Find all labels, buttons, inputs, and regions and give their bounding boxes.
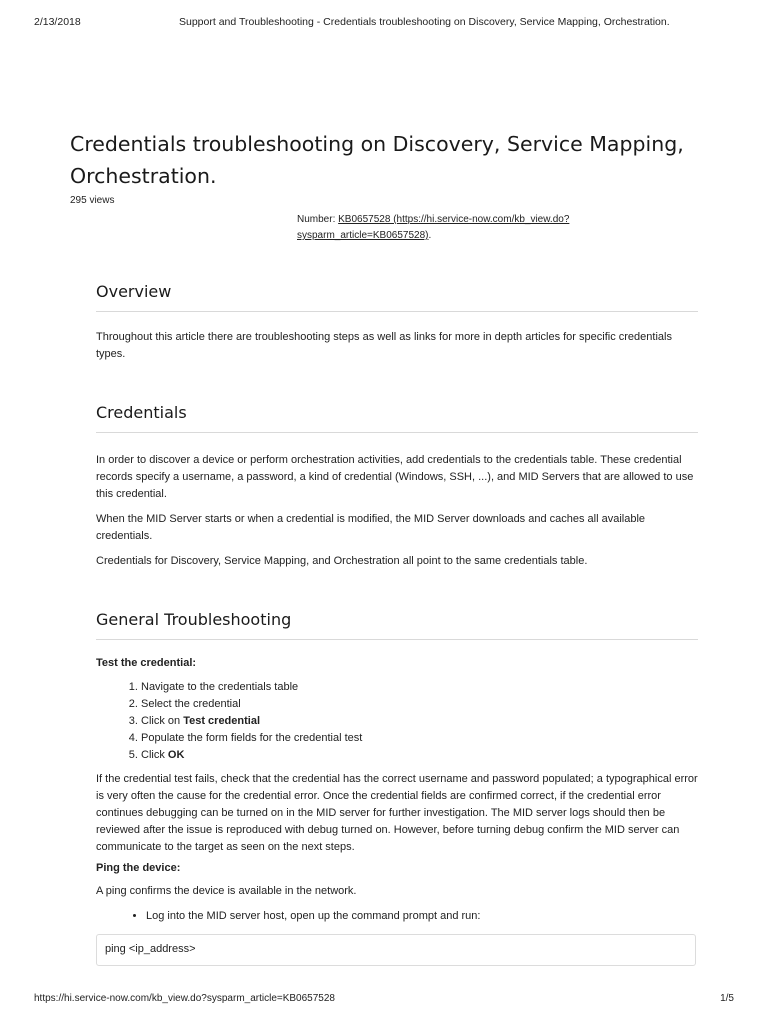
step-item: 5. Click OK [141, 747, 362, 764]
section-heading-credentials: Credentials [96, 403, 698, 433]
print-date: 2/13/2018 [34, 16, 81, 28]
article-title-line1: Credentials troubleshooting on Discovery, Service Mapping, [70, 132, 684, 156]
credentials-paragraph-3: Credentials for Discovery, Service Mapping, and Orchestration all point to the same credentials table. [96, 555, 588, 567]
article-number-link[interactable]: KB0657528 (https://hi.service-now.com/kb_view.do? sysparm_article=KB0657528) [297, 214, 570, 241]
view-count: 295 views [70, 195, 115, 206]
section-heading-general-troubleshooting: General Troubleshooting [96, 610, 698, 640]
ping-device-label: Ping the device: [96, 862, 181, 874]
step-item: 1. Navigate to the credentials table [141, 679, 362, 696]
test-credential-label: Test the credential: [96, 657, 197, 669]
step-item: 2. Select the credential [141, 696, 362, 713]
ping-instructions [96, 908, 480, 925]
ping-device-text: A ping confirms the device is available in the network. [96, 885, 357, 897]
article-title-line2: Orchestration. [70, 164, 217, 188]
credentials-paragraph-2: When the MID Server starts or when a credential is modified, the MID Server downloads and caches all available credentials. [96, 513, 646, 542]
print-doc-title: Support and Troubleshooting - Credentials troubleshooting on Discovery, Service Mapping, Orchestration. [179, 16, 670, 28]
article-title [70, 128, 710, 192]
article-number: Number: KB0657528 (https://hi.service-now.com/kb_view.do? sysparm_article=KB0657528). [297, 214, 570, 241]
section-heading-overview: Overview [96, 282, 698, 312]
test-credential-steps [96, 679, 362, 764]
print-footer-url: https://hi.service-now.com/kb_view.do?sysparm_article=KB0657528 [34, 993, 335, 1004]
step-item: 3. Click on Test credential [141, 713, 362, 730]
credential-test-fail-paragraph: If the credential test fails, check that the credential has the correct username and password populated; a typographical error is very often the cause for the credential error. Once the credential fields are confirmed correct, if the credential error continues debugging can be turned on in the MID server for further investigation. The MID server logs should then be reviewed after the issue is reproduced with debug turned on. However, before turning debug confirm the MID server can communicate to the target as seen on the next steps. [96, 773, 698, 853]
credentials-paragraph-1: In order to discover a device or perform orchestration activities, add credentials to the credentials table. These credential records specify a username, a password, a kind of credential (Windows, SSH, ...), and MID Servers that are allowed to use this credential. [96, 454, 694, 500]
article-number-label: Number: [297, 214, 336, 225]
list-item: • Log into the MID server host, open up the command prompt and run: [146, 908, 480, 925]
page-number: 1/5 [720, 993, 734, 1004]
code-block: ping <ip_address> [96, 934, 696, 966]
overview-text: Throughout this article there are troubleshooting steps as well as links for more in depth articles for specific credentials types. [96, 331, 672, 360]
step-item: 4. Populate the form fields for the credential test [141, 730, 362, 747]
